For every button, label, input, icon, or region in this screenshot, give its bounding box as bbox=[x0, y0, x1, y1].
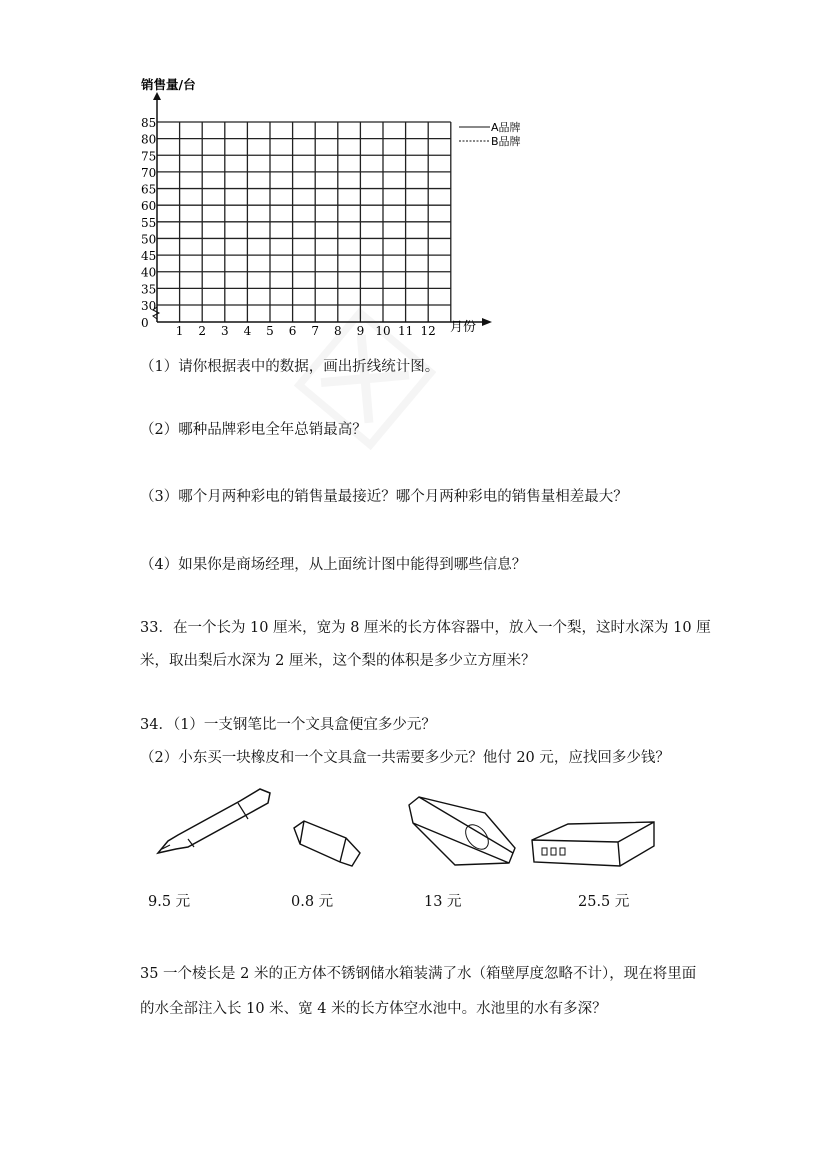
x-tick-label: 4 bbox=[243, 324, 252, 338]
question-33-line2: 米，取出梨后水深为 2 厘米，这个梨的体积是多少立方厘米？ bbox=[140, 653, 536, 669]
x-tick-label: 9 bbox=[356, 324, 365, 338]
x-tick-label: 1 bbox=[175, 324, 184, 338]
question-35-line2: 的水全部注入长 10 米、宽 4 米的长方体空水池中。水池里的水有多深？ bbox=[140, 1001, 607, 1017]
question-35-line1: 35 一个棱长是 2 米的正方体不锈钢储水箱装满了水（箱壁厚度忽略不计），现在将里面 bbox=[140, 966, 697, 982]
eraser-image bbox=[290, 818, 370, 870]
question-32-1: （1）请你根据表中的数据，画出折线统计图。 bbox=[140, 359, 440, 375]
pencil-case-image bbox=[405, 793, 520, 871]
x-tick-label: 7 bbox=[311, 324, 320, 338]
y-tick-label: 40 bbox=[141, 265, 157, 280]
x-axis-label: 月份 bbox=[450, 320, 477, 335]
x-tick-label: 12 bbox=[420, 324, 436, 338]
x-tick-label: 6 bbox=[288, 324, 297, 338]
y-tick-label: 45 bbox=[141, 249, 157, 264]
y-tick-label: 65 bbox=[141, 182, 157, 197]
legend bbox=[459, 120, 521, 148]
x-tick-label: 5 bbox=[266, 324, 274, 338]
x-tick-label: 3 bbox=[220, 324, 229, 338]
price-pencil-case: 13 元 bbox=[424, 894, 462, 910]
question-33-line1: 33．在一个长为 10 厘米，宽为 8 厘米的长方体容器中，放入一个梨，这时水深为 10 厘 bbox=[140, 620, 711, 636]
question-34-1: 34．（1）一支钢笔比一个文具盒便宜多少元？ bbox=[140, 717, 436, 733]
legend-label-b: B品牌 bbox=[491, 135, 521, 148]
question-34-2: （2）小东买一块橡皮和一个文具盒一共需要多少元？他付 20 元，应找回多少钱？ bbox=[140, 750, 670, 766]
price-eraser: 0.8 元 bbox=[291, 894, 334, 910]
y-tick-label: 85 bbox=[141, 116, 157, 130]
x-tick-label: 10 bbox=[375, 324, 391, 338]
y-tick-label: 30 bbox=[141, 299, 157, 313]
x-tick-label: 8 bbox=[333, 324, 342, 338]
book-image bbox=[528, 818, 658, 874]
question-32-3: （3）哪个月两种彩电的销售量最接近？哪个月两种彩电的销售量相差最大？ bbox=[140, 489, 628, 505]
y-tick-label: 70 bbox=[141, 165, 157, 180]
question-32-2: （2）哪种品牌彩电全年总销最高？ bbox=[140, 422, 367, 438]
line-chart bbox=[0, 0, 830, 345]
y-tick-label: 60 bbox=[141, 199, 157, 214]
y-axis-label: 销售量/台 bbox=[141, 77, 196, 92]
y-tick-label: 50 bbox=[141, 232, 157, 247]
y-tick-label: 80 bbox=[141, 132, 157, 147]
pen-image bbox=[150, 783, 275, 863]
y-tick-label: 35 bbox=[141, 282, 157, 297]
y-tick-label: 55 bbox=[141, 215, 157, 230]
x-axis-arrow bbox=[482, 318, 492, 326]
y-axis-arrow bbox=[153, 92, 161, 100]
x-tick-label: 2 bbox=[198, 324, 207, 338]
price-book: 25.5 元 bbox=[578, 894, 630, 910]
x-tick-label: 11 bbox=[397, 324, 414, 338]
question-32-4: （4）如果你是商场经理，从上面统计图中能得到哪些信息？ bbox=[140, 557, 527, 573]
legend-label-a: A品牌 bbox=[491, 121, 521, 134]
y-tick-label: 0 bbox=[141, 316, 149, 330]
y-tick-label: 75 bbox=[141, 149, 157, 164]
price-pen: 9.5 元 bbox=[148, 894, 191, 910]
